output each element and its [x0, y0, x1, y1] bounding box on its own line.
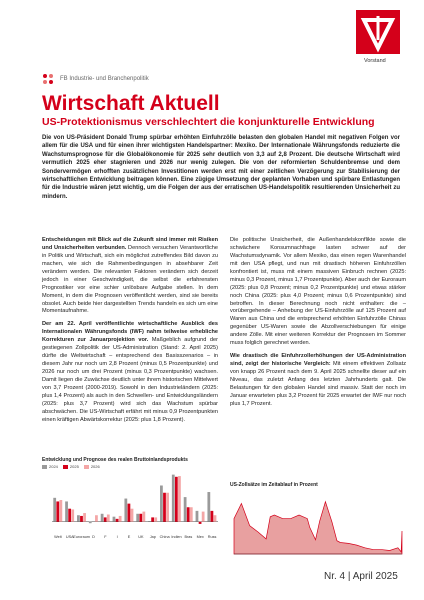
left-column	[42, 237, 218, 430]
gdp-bar-2025-Indien	[175, 477, 178, 522]
gdp-bar-2025-Russ	[211, 511, 214, 522]
gdp-bar-2024-Bras	[184, 497, 187, 522]
gdp-bar-2026-F	[107, 515, 110, 522]
right-paragraph-1: Die politische Unsicherheit, die Außenhandelskonflikte sowie die schwächere Konsumnachfrage lasten schwer auf der Wachstumsdynamik. Vor allem Mexiko, das einen regen Warenhandel mit den USA pflegt, und nun mit drastisch höheren Einfuhrzöllen konfrontiert ist, muss mit einem massiven Einbruch rechnen (2025: minus 0,3 Prozent, minus 1,7 Prozentpunkte). Aber auch der Euroraum (2025: plus 0,8 Prozent; minus 0,2 Prozentpunkte) und etwas stärker noch China (2025: plus 4,0 Prozent; minus 0,6 Prozentpunkte) sind betroffen. In dieser Berechnung noch nicht enthalten: die – vorübergehende – Anhebung der US-Einfuhrzölle auf 125 Prozent auf Waren aus China und die entsprechend erhöhten Einfuhrzölle Chinas gegenüber US-Waren sowie die Abzollverschiebungen für einige andere Zölle. Mit einer weiteren Korrektur der Prognosen im Sommer muss folglich gerechnet werden.	[230, 237, 406, 347]
gdp-chart-title: Entwicklung und Prognose des realen Bruttoinlandsprodukts	[42, 457, 188, 463]
gdp-tick-F: F	[104, 535, 107, 539]
gdp-bar-2025-Euroraum	[80, 516, 83, 522]
gdp-tick-Russ: Russ	[207, 535, 217, 539]
gdp-bar-2024-China	[160, 486, 163, 522]
gdp-tick-Indien: Indien	[171, 535, 182, 539]
left-p1-bold: Entscheidungen mit Blick auf die Zukunft sind immer mit Risiken und Unsicherheiten verbunden.	[42, 237, 218, 251]
gdp-bar-2024-Euroraum	[77, 515, 80, 522]
gdp-bar-2024-E	[124, 499, 127, 522]
gdp-bar-2025-Jap	[151, 517, 154, 521]
gdp-bar-2025-Mex	[199, 522, 202, 524]
gdp-bar-2026-China	[166, 493, 169, 522]
tariff-chart	[230, 482, 406, 560]
gdp-bar-2026-Mex	[202, 512, 205, 522]
gdp-bar-2025-F	[104, 517, 107, 521]
legend-label-2026: 2026	[90, 464, 100, 469]
gdp-tick-UK: UK	[138, 535, 144, 539]
legend-label-2025: 2025	[69, 464, 79, 469]
gdp-bar-2025-Bras	[187, 507, 190, 522]
gdp-bar-2026-Bras	[190, 507, 193, 522]
fb-dots-icon	[42, 73, 54, 85]
tariff-chart-plot	[230, 488, 406, 558]
right-p2-text: Mit einem effektiven Zollsatz von knapp 26 Prozent nach dem 9. April 2025 schnellte dieser auf ein Niveau, das zuletzt Anfang des letzten Jahrhunderts galt. Die Belastungen für den globalen Handel sind massiv. Statt der noch im Januar erwarteten plus 3,2 Prozent für 2025 erwartet der IWF nur noch plus 1,7 Prozent.	[230, 361, 406, 407]
gdp-bar-2024-D	[89, 522, 92, 523]
department-bar	[42, 73, 149, 85]
left-p2-text: Maßgeblich aufgrund der gestiegenen Zollpolitik der US-Administration (Stand: 2. April 2025) dürfte die Weltwirtschaft – entsprechend des Basisszenarios – in diesem Jahr nur noch um 2,8 Prozent (minus 0,5 Prozentpunkte) und 2026 nur noch um drei Prozent (minus 0,3 Prozentpunkte) wachsen. Damit liegen die Zuwächse deutlich unter ihrem historischen Mittelwert von 3,7 Prozent (2000-2019). Sowohl in den Industrieländern (2025: plus 1,4 Prozent) als auch in den Schwellen- und Entwicklungsländern (2025: plus 3,7 Prozent) wird sich das Wachstum spürbar abschwächen. Die US-Wirtschaft erfährt mit minus 0,9 Prozentpunkten einen kräftigen Abwärtskorrektur (2025: plus 1,8 Prozent).	[42, 337, 218, 423]
gdp-tick-D: D	[92, 535, 95, 539]
gdp-bar-2025-E	[128, 504, 131, 522]
issue-footer: Nr. 4 | April 2025	[324, 571, 398, 582]
gdp-bar-2026-USA	[71, 509, 74, 521]
department-label: FB Industrie- und Branchenpolitik	[60, 76, 149, 82]
gdp-chart-plot	[42, 469, 220, 541]
gdp-bar-2024-USA	[65, 501, 68, 521]
gdp-bar-2026-Welt	[59, 500, 62, 522]
gdp-bar-2024-Indien	[172, 475, 175, 522]
gdp-bar-2024-Mex	[196, 511, 199, 522]
gdp-bar-2025-I	[116, 519, 119, 522]
gdp-bar-2026-Euroraum	[83, 513, 86, 522]
gdp-chart	[42, 457, 220, 549]
gdp-tick-I: I	[116, 535, 118, 539]
gdp-bar-2024-UK	[136, 514, 139, 522]
gdp-tick-Euroraum: Euroraum	[73, 535, 90, 539]
vorstand-label: Vorstand	[364, 58, 386, 64]
page-subtitle: US-Protektionismus verschlechtert die konjunkturelle Entwicklung	[42, 116, 375, 128]
gdp-bar-2026-D	[95, 515, 98, 522]
gdp-tick-Mex: Mex	[196, 535, 204, 539]
gdp-tick-Jap: Jap	[149, 535, 156, 539]
tariff-chart-title: US-Zollsätze im Zeitablauf in Prozent	[230, 482, 318, 488]
left-p1-text: Dennoch versuchen Verantwortliche in Politik und Wirtschaft, sich ein möglichst zutreffendes Bild davon zu machen, wie sich die Rahmenbedingungen in absehbarer Zeit verändern werden. Die relevanten Faktoren verändern sich derzeit jedoch in einer Geschwindigkeit, die selbst die erfahrensten Prognostiker vor eine schier unlösbare Aufgabe stellen. In dem Moment, in dem die Prognosen veröffentlicht werden, sind sie bereits obsolet. Auch beide hier dargestellten Trends handeln es sich um eine Momentaufnahme.	[42, 244, 218, 315]
gdp-tick-USA: USA	[65, 535, 74, 539]
gdp-bar-2024-Jap	[148, 521, 151, 522]
left-paragraph-1	[42, 237, 218, 316]
gdp-tick-China: China	[159, 535, 170, 539]
ig-metall-logo-icon	[356, 10, 400, 54]
right-column	[230, 237, 406, 414]
gdp-bar-2025-Welt	[56, 501, 59, 521]
right-p2-bold: Wie drastisch die Einfuhrzollerhöhungen der US-Administration sind, zeigt der historische Vergleich:	[230, 353, 406, 368]
gdp-tick-Bras: Bras	[184, 535, 193, 539]
page-title: Wirtschaft Aktuell	[42, 92, 220, 115]
gdp-bar-2024-Russ	[207, 492, 210, 522]
legend-label-2024: 2024	[49, 464, 58, 469]
gdp-bar-2024-Welt	[53, 498, 56, 522]
gdp-bar-2026-Russ	[214, 515, 217, 522]
gdp-bar-2026-E	[131, 509, 134, 522]
gdp-tick-E: E	[127, 535, 131, 539]
gdp-bar-2025-UK	[139, 514, 142, 522]
gdp-tick-Welt: Welt	[54, 535, 62, 539]
gdp-bar-2026-I	[119, 516, 122, 522]
gdp-bar-2025-USA	[68, 509, 71, 522]
gdp-bar-2026-UK	[142, 512, 145, 522]
gdp-bar-2024-I	[113, 517, 116, 522]
gdp-bar-2026-Jap	[154, 517, 157, 521]
lead-paragraph: Die von US-Präsident Donald Trump spürbar erhöhten Einfuhrzölle belasten den globalen Handel mit negativen Folgen vor allem für die USA und für einen ihrer wichtigsten Handelspartner: Mexiko. Der Internationale Währungsfonds reduzierte die Wachstumsprognose für die Globalökonomie für 2025 sehr deutlich von 3,3 auf 2,8 Prozent. Die deutsche Wirtschaft wird vermutlich 2025 eher stagnieren und 2026 nur wenig zulegen. Die von der reformierten Schuldenbremse und dem Sondervermögen erhofften zusätzlichen Investitionen werden erst mit einer zeitlichen Verzögerung zur Stabilisierung der wirtschaftlichen Entwicklung beitragen können. Eine zügige Umsetzung der geplanten Vorhaben und spürbare Entlastungen für die Industrie wären jetzt wichtig, um die Folgen der aus der erratischen US-Handelspolitik resultierenden Unsicherheit zu mindern.	[42, 135, 400, 200]
left-paragraph-2	[42, 321, 218, 424]
tariff-area	[234, 502, 402, 554]
right-paragraph-2	[230, 353, 406, 409]
gdp-bar-2025-China	[163, 493, 166, 522]
gdp-bar-2026-Indien	[178, 476, 181, 522]
left-p2-bold: Der am 22. April veröffentlichte wirtschaftliche Ausblick des Internationalen Währungsfonds (IWF) nahm teilweise erhebliche Korrekturen zur Januarprojektion vor.	[42, 321, 218, 344]
gdp-bar-2024-F	[101, 514, 104, 522]
